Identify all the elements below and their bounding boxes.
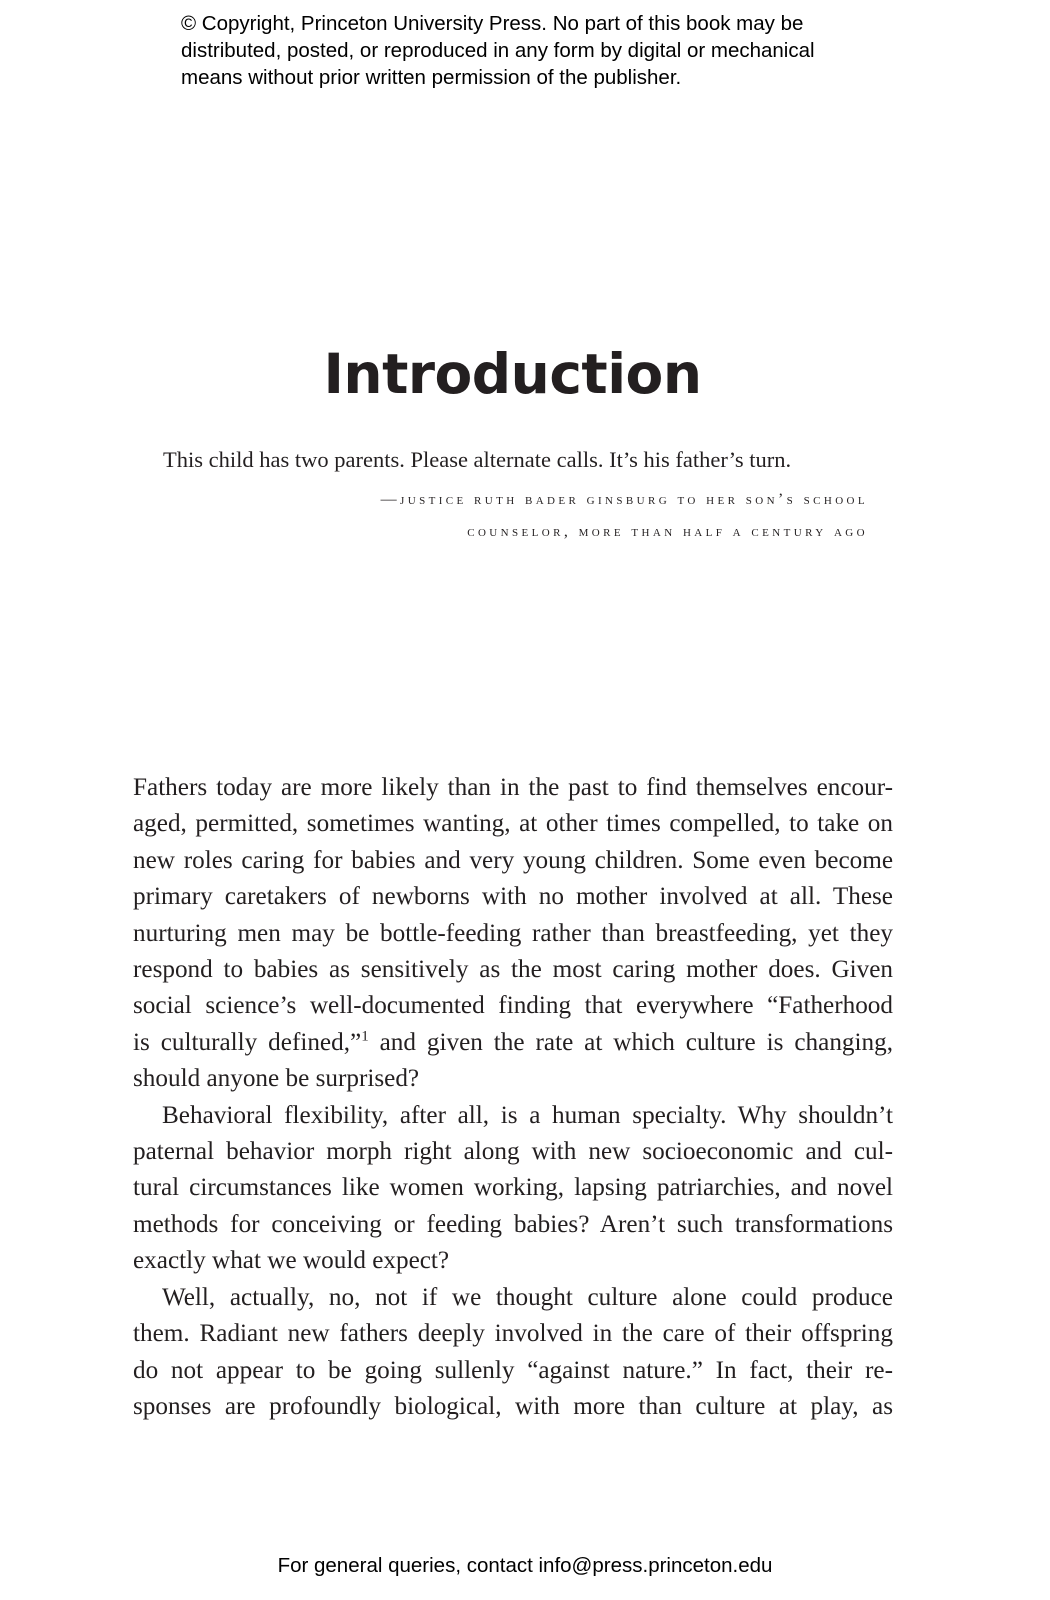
copyright-line: means without prior written permission of the publisher. xyxy=(181,66,682,89)
epigraph xyxy=(163,445,868,548)
text-line: should anyone be surprised? xyxy=(133,1065,420,1093)
text-line: exactly what we would expect? xyxy=(133,1247,450,1275)
text-line: Fathers today are more likely than in the past to find themselves encour- xyxy=(133,774,893,801)
epigraph-quote: This child has two parents. Please alternate calls. It’s his father’s turn. xyxy=(163,447,792,472)
text-line: aged, permitted, sometimes wanting, at other times compelled, to take on xyxy=(133,810,893,838)
text-line: paternal behavior morph right along with new socioeconomic and cul- xyxy=(133,1138,893,1166)
paragraph-2 xyxy=(133,1098,893,1280)
text-line: tural circumstances like women working, lapsing patriarchies, and novel xyxy=(133,1174,893,1202)
paragraph-3 xyxy=(133,1280,893,1426)
copyright-line: © Copyright, Princeton University Press. No part of this book may be xyxy=(181,12,804,35)
paragraph-1 xyxy=(133,770,893,1098)
endnote-marker[interactable]: 1 xyxy=(361,1028,369,1045)
copyright-notice xyxy=(181,10,901,91)
text-line: methods for conceiving or feeding babies? Aren’t such transformations xyxy=(133,1210,893,1238)
text-line: sponses are profoundly biological, with more than culture at play, as xyxy=(133,1392,893,1420)
body-text xyxy=(133,770,893,1425)
text-line: Well, actually, no, not if we thought culture alone could produce xyxy=(162,1283,893,1311)
text-line: do not appear to be going sullenly “against nature.” In fact, their re- xyxy=(133,1356,893,1384)
footer-contact: For general queries, contact info@press.princeton.edu xyxy=(277,1554,773,1577)
copyright-line: distributed, posted, or reproduced in any form by digital or mechanical xyxy=(181,39,815,62)
text-line: Behavioral flexibility, after all, is a human specialty. Why shouldn’t xyxy=(162,1101,893,1129)
text-line: primary caretakers of newborns with no mother involved at all. These xyxy=(133,883,893,911)
text-line-with-note xyxy=(133,1025,893,1061)
line-text-before-note: is culturally defined,” xyxy=(133,1028,362,1056)
text-line: respond to babies as sensitively as the most caring mother does. Given xyxy=(133,956,893,984)
text-line: them. Radiant new fathers deeply involved in the care of their offspring xyxy=(133,1320,893,1348)
attribution-line: counselor, more than half a century ago xyxy=(467,523,868,540)
epigraph-attribution xyxy=(163,484,868,548)
attribution-line: —justice ruth bader ginsburg to her son’s school xyxy=(380,491,868,508)
chapter-title: Introduction xyxy=(323,341,702,406)
text-line: social science’s well-documented finding that everywhere “Fatherhood xyxy=(133,992,893,1020)
text-line: nurturing men may be bottle-feeding rather than breastfeeding, yet they xyxy=(133,919,893,947)
text-line: new roles caring for babies and very young children. Some even become xyxy=(133,846,893,874)
line-text-after-note: and given the rate at which culture is changing, xyxy=(368,1028,893,1056)
